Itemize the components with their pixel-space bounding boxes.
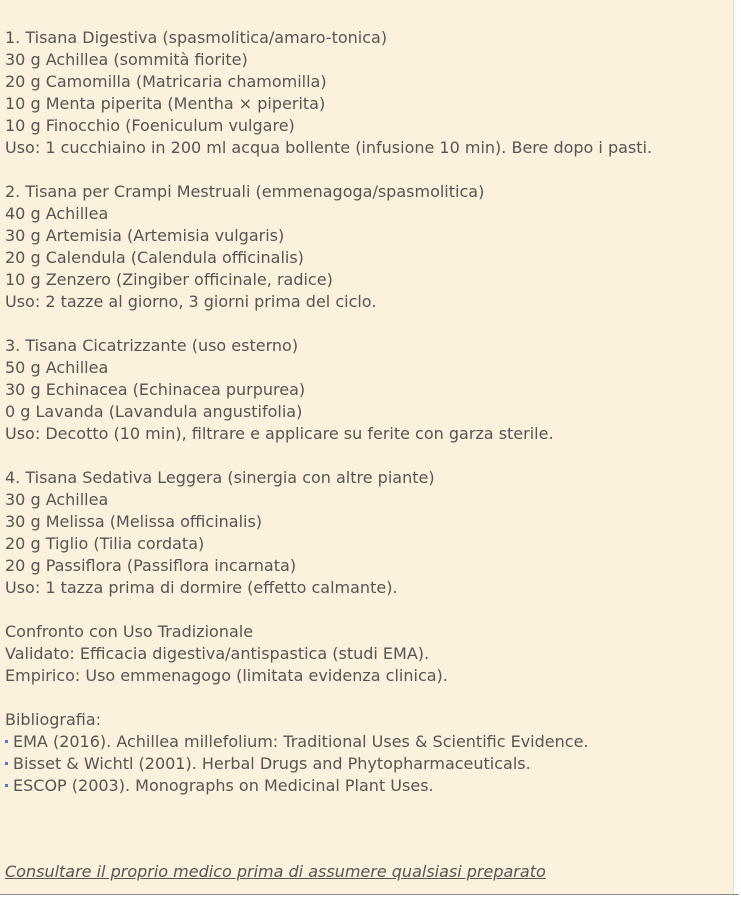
comparison-title: Confronto con Uso Tradizionale	[5, 622, 254, 641]
ingredient-line: 30 g Melissa (Melissa officinalis)	[5, 512, 263, 531]
spacer	[5, 445, 733, 467]
spacer	[5, 313, 733, 335]
bibliography-item	[5, 775, 733, 797]
ingredient-line: 30 g Artemisia (Artemisia vulgaris)	[5, 226, 285, 245]
comparison-section	[5, 621, 733, 687]
ingredient-line: 10 g Menta piperita (Mentha × piperita)	[5, 94, 326, 113]
bullet-icon	[5, 784, 8, 787]
recipe-block	[5, 335, 733, 445]
ingredient-line: 50 g Achillea	[5, 358, 109, 377]
usage-line: Uso: Decotto (10 min), filtrare e applicare su ferite con garza sterile.	[5, 424, 554, 443]
recipe-title: 3. Tisana Cicatrizzante (uso esterno)	[5, 336, 299, 355]
bibliography-text: EMA (2016). Achillea millefolium: Traditional Uses & Scientific Evidence.	[13, 732, 589, 751]
recipe-block	[5, 27, 733, 159]
ingredient-line: 20 g Passiflora (Passiflora incarnata)	[5, 556, 297, 575]
ingredient-line: 10 g Finocchio (Foeniculum vulgare)	[5, 116, 295, 135]
bibliography-section	[5, 709, 733, 797]
recipe-block	[5, 181, 733, 313]
comparison-validated: Validato: Efficacia digestiva/antispastica (studi EMA).	[5, 644, 430, 663]
disclaimer-link[interactable]: Consultare il proprio medico prima di assumere qualsiasi preparato	[5, 862, 546, 881]
ingredient-line: 20 g Camomilla (Matricaria chamomilla)	[5, 72, 327, 91]
recipe-block	[5, 467, 733, 599]
ingredient-line: 0 g Lavanda (Lavandula angustifolia)	[5, 402, 303, 421]
ingredient-line: 20 g Calendula (Calendula officinalis)	[5, 248, 304, 267]
comparison-empirical: Empirico: Uso emmenagogo (limitata evidenza clinica).	[5, 666, 448, 685]
bibliography-item	[5, 731, 733, 753]
bottom-divider	[0, 894, 739, 895]
ingredient-line: 30 g Echinacea (Echinacea purpurea)	[5, 380, 306, 399]
spacer	[5, 599, 733, 621]
ingredient-line: 30 g Achillea (sommità fiorite)	[5, 50, 248, 69]
bibliography-text: ESCOP (2003). Monographs on Medicinal Plant Uses.	[13, 776, 434, 795]
ingredient-line: 30 g Achillea	[5, 490, 109, 509]
bibliography-title: Bibliografia:	[5, 710, 102, 729]
spacer	[5, 687, 733, 709]
ingredient-line: 20 g Tiglio (Tilia cordata)	[5, 534, 205, 553]
recipe-title: 1. Tisana Digestiva (spasmolitica/amaro-tonica)	[5, 28, 388, 47]
bullet-icon	[5, 740, 8, 743]
bibliography-item	[5, 753, 733, 775]
spacer	[5, 159, 733, 181]
content-body	[5, 27, 733, 797]
ingredient-line: 40 g Achillea	[5, 204, 109, 223]
recipe-title: 2. Tisana per Crampi Mestruali (emmenagoga/spasmolitica)	[5, 182, 485, 201]
usage-line: Uso: 1 tazza prima di dormire (effetto calmante).	[5, 578, 398, 597]
bullet-icon	[5, 762, 8, 765]
usage-line: Uso: 1 cucchiaino in 200 ml acqua bollente (infusione 10 min). Bere dopo i pasti.	[5, 138, 653, 157]
usage-line: Uso: 2 tazze al giorno, 3 giorni prima del ciclo.	[5, 292, 377, 311]
ingredient-line: 10 g Zenzero (Zingiber officinale, radice)	[5, 270, 333, 289]
recipe-title: 4. Tisana Sedativa Leggera (sinergia con altre piante)	[5, 468, 435, 487]
bibliography-text: Bisset & Wichtl (2001). Herbal Drugs and Phytopharmaceuticals.	[13, 754, 531, 773]
